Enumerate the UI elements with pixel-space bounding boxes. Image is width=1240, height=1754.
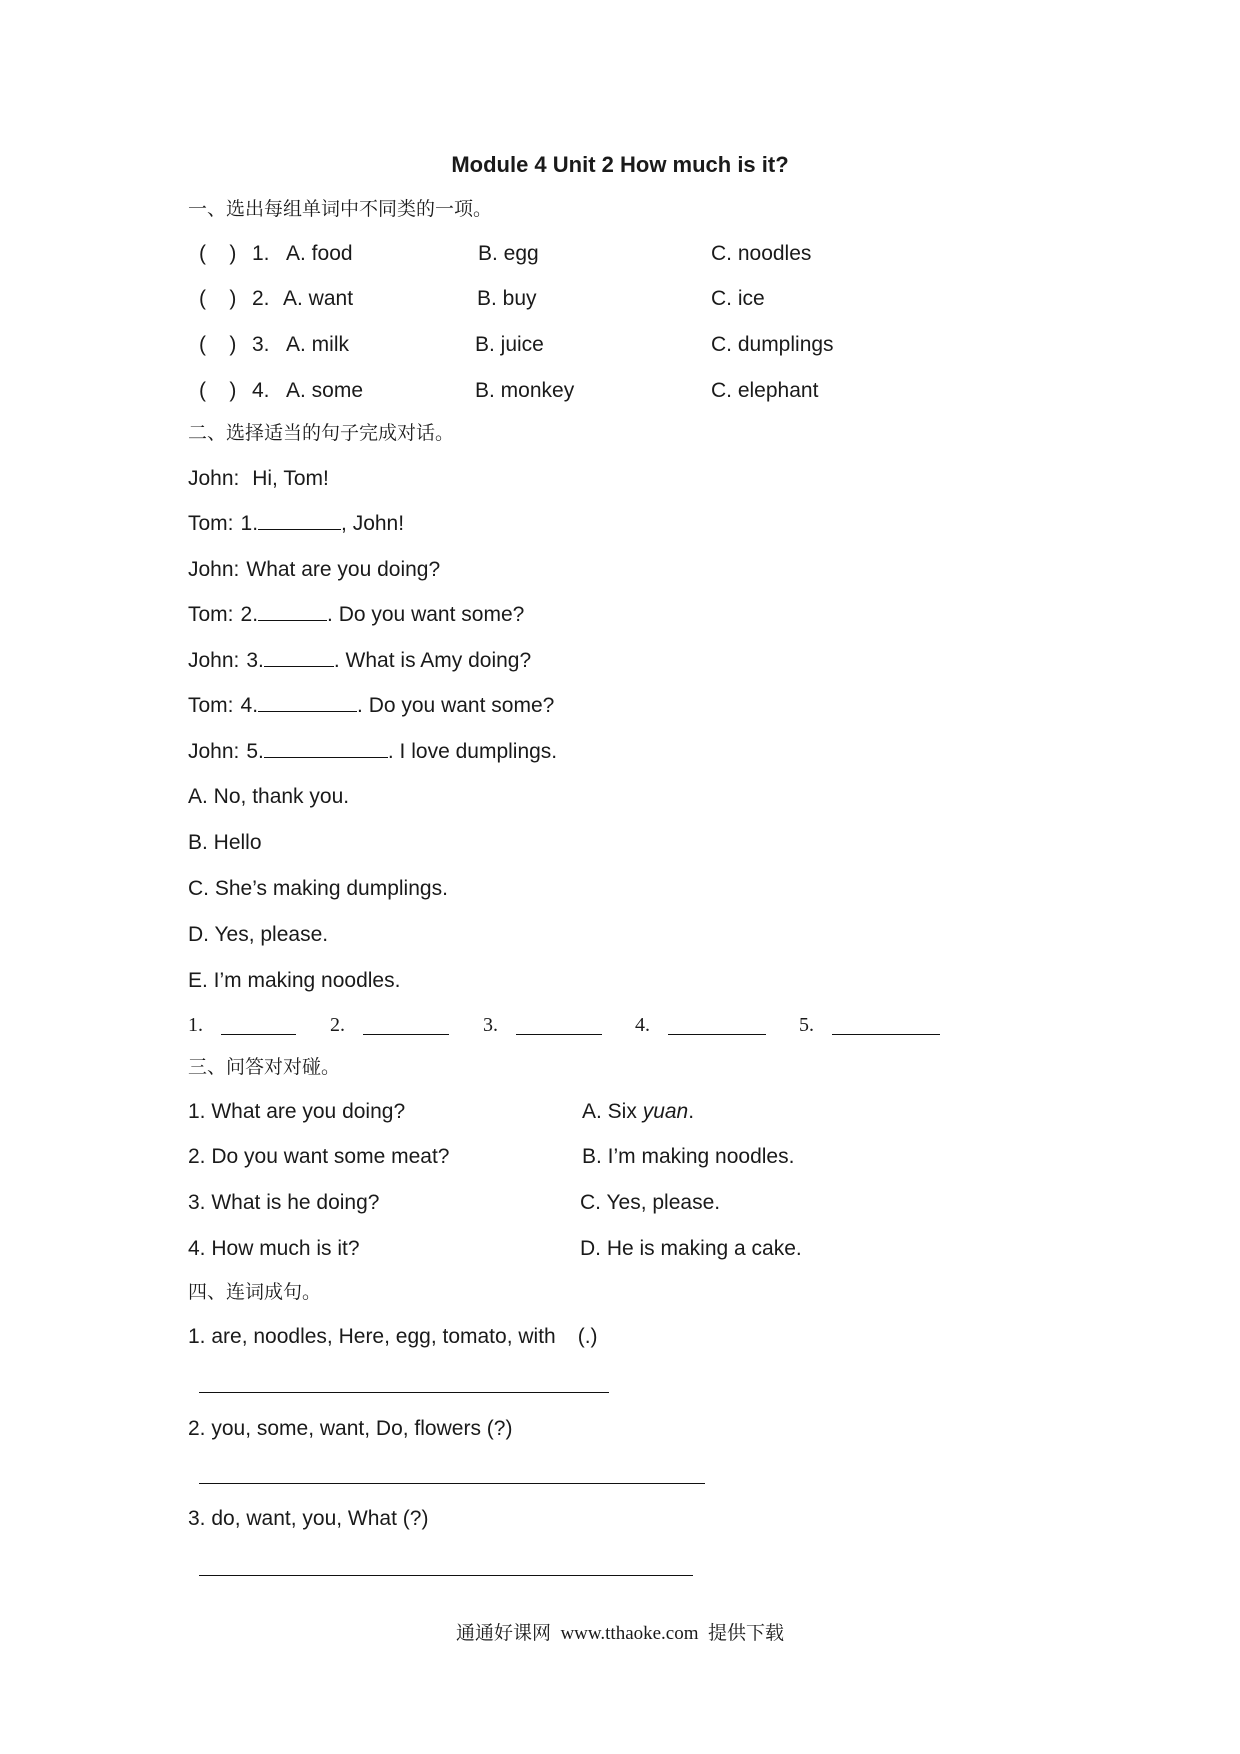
section4-heading: 四、连词成句。: [188, 1281, 322, 1303]
match-answer-italic: yuan: [642, 1100, 689, 1123]
option-a: A. want: [283, 287, 354, 310]
option-a: A. some: [286, 379, 364, 402]
speaker: John:: [188, 467, 240, 490]
dialog-line: [188, 556, 440, 584]
blank-number: 4.: [240, 694, 259, 717]
page-title: Module 4 Unit 2 How much is it?: [451, 152, 789, 177]
dialog-line: [188, 647, 531, 675]
match-answer: [582, 1098, 694, 1126]
answer-number: 1.: [188, 1014, 203, 1036]
option-b: B. juice: [475, 333, 544, 356]
dialog-text: , John!: [341, 512, 405, 535]
choice-option: C. She’s making dumplings.: [188, 877, 448, 900]
blank-number: 1.: [240, 512, 259, 535]
classify-row: [0, 240, 1240, 268]
blank-number: 2.: [240, 603, 259, 626]
reorder-item: [188, 1505, 428, 1533]
reorder-words: 1. are, noodles, Here, egg, tomato, with: [188, 1325, 556, 1348]
option-b: B. egg: [478, 242, 539, 265]
option-b: B. monkey: [475, 379, 575, 402]
option-c: C. ice: [711, 287, 765, 310]
dialog-text: . Do you want some?: [327, 603, 525, 626]
choice-option: E. I’m making noodles.: [188, 969, 401, 992]
answer-blank: [832, 1011, 940, 1035]
question-number: 3.: [252, 333, 270, 356]
section3-heading: 三、问答对对碰。: [188, 1056, 341, 1078]
answer-bracket: ( ): [199, 242, 237, 265]
dialog-text: What are you doing?: [246, 558, 441, 581]
answer-blank: [221, 1011, 296, 1035]
answer-number: 2.: [330, 1014, 345, 1036]
match-answer-text: A. Six: [582, 1100, 643, 1123]
answer-line: [199, 1483, 705, 1484]
match-row: [0, 1235, 1240, 1263]
reorder-item: [188, 1323, 598, 1351]
reorder-words: 2. you, some, want, Do, flowers (?): [188, 1417, 513, 1440]
match-answer: C. Yes, please.: [580, 1191, 721, 1214]
match-question: 3. What is he doing?: [188, 1191, 380, 1214]
answer-bracket: ( ): [199, 379, 237, 402]
match-row: [0, 1098, 1240, 1126]
answer-bracket: ( ): [199, 333, 237, 356]
answer-number: 4.: [635, 1014, 650, 1036]
answer-blank: [258, 602, 327, 621]
answer-line: [199, 1392, 609, 1393]
choice-option: A. No, thank you.: [188, 785, 350, 808]
answer-bracket: ( ): [199, 287, 237, 310]
reorder-words: 3. do, want, you, What (?): [188, 1507, 429, 1530]
option-a: A. milk: [286, 333, 349, 356]
choice-option: B. Hello: [188, 831, 262, 854]
page-footer: 通通好课网 www.tthaoke.com 提供下载: [455, 1623, 785, 1644]
answer-blank: [264, 739, 388, 758]
dialog-text: . What is Amy doing?: [333, 649, 532, 672]
speaker: Tom:: [188, 603, 234, 626]
answer-blank: [258, 511, 341, 530]
option-c: C. elephant: [711, 379, 819, 402]
option-c: C. dumplings: [711, 333, 834, 356]
question-number: 2.: [252, 287, 270, 310]
answer-blank: [258, 693, 357, 712]
blank-number: 5.: [246, 740, 264, 763]
dialog-line: [188, 601, 524, 629]
answer-row: [0, 1011, 1240, 1039]
question-number: 4.: [252, 379, 270, 402]
option-b: B. buy: [477, 287, 537, 310]
classify-row: [0, 331, 1240, 359]
speaker: Tom:: [188, 512, 234, 535]
speaker: John:: [188, 740, 240, 763]
answer-number: 5.: [799, 1014, 814, 1036]
blank-number: 3.: [246, 649, 264, 672]
match-row: [0, 1189, 1240, 1217]
answer-blank: [516, 1011, 602, 1035]
dialog-text: . I love dumplings.: [387, 740, 558, 763]
section2-heading: 二、选择适当的句子完成对话。: [188, 422, 455, 444]
answer-blank: [264, 648, 334, 667]
choice-option: D. Yes, please.: [188, 923, 329, 946]
dialog-text: Hi, Tom!: [246, 467, 329, 490]
dialog-line: [188, 510, 404, 538]
answer-blank: [363, 1011, 449, 1035]
dialog-line: [188, 738, 557, 766]
option-a: A. food: [286, 242, 353, 265]
speaker: John:: [188, 649, 240, 672]
match-question: 2. Do you want some meat?: [188, 1145, 450, 1168]
reorder-item: [188, 1415, 512, 1443]
dialog-line: [188, 692, 554, 720]
match-answer: B. I’m making noodles.: [582, 1145, 795, 1168]
section1-heading: 一、选出每组单词中不同类的一项。: [188, 198, 493, 220]
question-number: 1.: [252, 242, 270, 265]
answer-line: [199, 1575, 693, 1576]
answer-blank: [668, 1011, 766, 1035]
classify-row: [0, 285, 1240, 313]
reorder-punctuation: (.): [577, 1325, 598, 1348]
answer-number: 3.: [483, 1014, 498, 1036]
match-answer: D. He is making a cake.: [580, 1237, 802, 1260]
match-row: [0, 1143, 1240, 1171]
speaker: John:: [188, 558, 240, 581]
match-question: 1. What are you doing?: [188, 1100, 406, 1123]
dialog-line: [188, 465, 329, 493]
option-c: C. noodles: [711, 242, 812, 265]
classify-row: [0, 377, 1240, 405]
speaker: Tom:: [188, 694, 234, 717]
match-answer-tail: .: [688, 1100, 695, 1123]
match-question: 4. How much is it?: [188, 1237, 360, 1260]
dialog-text: . Do you want some?: [357, 694, 555, 717]
